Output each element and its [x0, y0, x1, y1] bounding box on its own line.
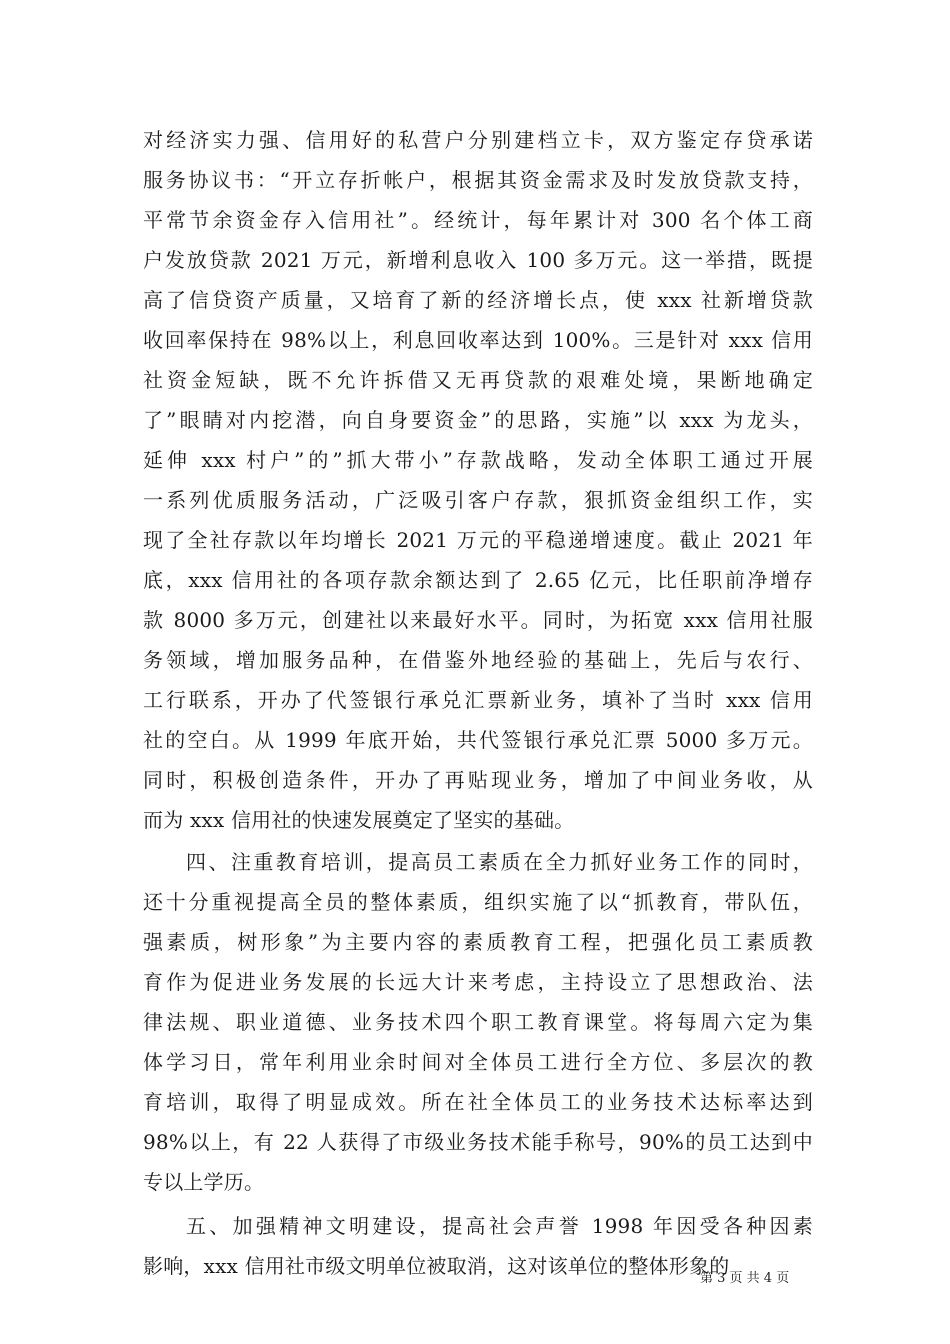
text-line: 平常节余资金存入信用社”。经统计，每年累计对 300 名个体工商 [143, 208, 813, 232]
text-line: 延伸 xxx 村户”的”抓大带小”存款战略，发动全体职工通过开展 [143, 448, 813, 472]
text-line: 社资金短缺，既不允许拆借又无再贷款的艰难处境，果断地确定 [143, 368, 813, 392]
text-line: 高了信贷资产质量，又培育了新的经济增长点，使 xxx 社新增贷款 [143, 288, 813, 312]
text-line: 专以上学历。 [143, 1170, 265, 1194]
text-line: 强素质，树形象”为主要内容的素质教育工程，把强化员工素质教 [143, 930, 813, 954]
text-line: 了”眼睛对内挖潜，向自身要资金”的思路，实施”以 xxx 为龙头， [143, 408, 813, 432]
text-line: 育培训，取得了明显成效。所在社全体员工的业务技术达标率达到 [143, 1090, 813, 1114]
page-number: 第 3 页 共 4 页 [700, 1271, 790, 1286]
text-line: 影响，xxx 信用社市级文明单位被取消，这对该单位的整体形象的 [143, 1254, 730, 1278]
text-line: 社的空白。从 1999 年底开始，共代签银行承兑汇票 5000 多万元。 [143, 728, 813, 752]
text-line: 五、加强精神文明建设，提高社会声誉 1998 年因受各种因素 [186, 1214, 813, 1238]
text-line: 现了全社存款以年均增长 2021 万元的平稳递增速度。截止 2021 年 [143, 528, 813, 552]
text-line: 98%以上，有 22 人获得了市级业务技术能手称号，90%的员工达到中 [143, 1130, 813, 1154]
text-line: 体学习日，常年利用业余时间对全体员工进行全方位、多层次的教 [143, 1050, 813, 1074]
text-line: 律法规、职业道德、业务技术四个职工教育课堂。将每周六定为集 [143, 1010, 813, 1034]
text-line: 务领域，增加服务品种，在借鉴外地经验的基础上，先后与农行、 [143, 648, 813, 672]
text-line: 同时，积极创造条件，开办了再贴现业务，增加了中间业务收，从 [143, 768, 813, 792]
text-line: 款 8000 多万元，创建社以来最好水平。同时，为拓宽 xxx 信用社服 [143, 608, 813, 632]
text-line: 一系列优质服务活动，广泛吸引客户存款，狠抓资金组织工作，实 [143, 488, 813, 512]
text-line: 育作为促进业务发展的长远大计来考虑，主持设立了思想政治、法 [143, 970, 813, 994]
text-line: 底，xxx 信用社的各项存款余额达到了 2.65 亿元，比任职前净增存 [143, 568, 813, 592]
text-line: 户发放贷款 2021 万元，新增利息收入 100 多万元。这一举措，既提 [143, 248, 813, 272]
text-line: 对经济实力强、信用好的私营户分别建档立卡，双方鉴定存贷承诺 [143, 128, 813, 152]
text-line: 服务协议书：“开立存折帐户，根据其资金需求及时发放贷款支持， [143, 168, 813, 192]
text-line: 工行联系，开办了代签银行承兑汇票新业务，填补了当时 xxx 信用 [143, 688, 813, 712]
text-line: 收回率保持在 98%以上，利息回收率达到 100%。三是针对 xxx 信用 [143, 328, 813, 352]
text-line: 四、注重教育培训，提高员工素质在全力抓好业务工作的同时， [186, 850, 813, 874]
text-line: 还十分重视提高全员的整体素质，组织实施了以“抓教育，带队伍， [143, 890, 813, 914]
text-line: 而为 xxx 信用社的快速发展奠定了坚实的基础。 [143, 808, 575, 832]
